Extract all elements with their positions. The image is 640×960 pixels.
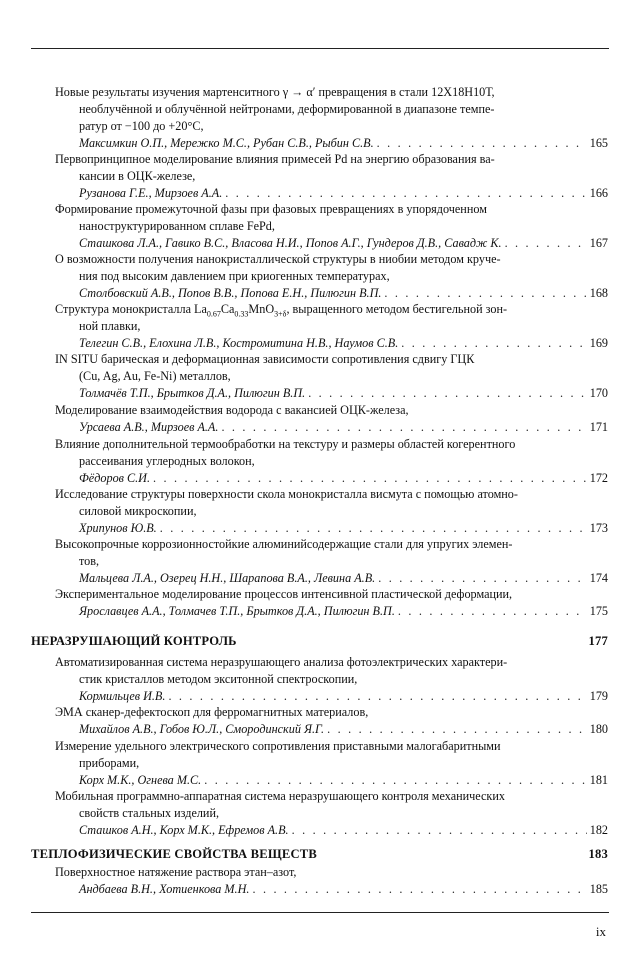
toc-entry[interactable]: [55, 251, 608, 302]
entry-title-line: ЭМА сканер-дефектоскоп для ферромагнитных материалов,: [55, 705, 369, 719]
dot-leader: [160, 520, 587, 537]
entry-title-line: ной плавки,: [79, 319, 141, 333]
entry-authors: Корх М.К., Огнева М.С.: [79, 773, 202, 787]
dot-leader: [398, 603, 587, 620]
entry-page-number: 185: [589, 882, 608, 896]
entry-authors-line: [55, 419, 608, 436]
toc-entry[interactable]: [55, 486, 608, 537]
section-page-number: 183: [588, 847, 608, 861]
dot-leader: [204, 772, 587, 789]
entry-title-line: ратур от −100 до +20°С,: [79, 119, 204, 133]
entry-title-line: Измерение удельного электрического сопротивления приставными малогабаритными: [55, 739, 501, 753]
entry-title-line: О возможности получения нанокристаллической структуры в ниобии методом круче-: [55, 252, 501, 266]
entry-authors-line: [55, 520, 608, 537]
entry-authors-line: [55, 822, 608, 839]
toc-entry[interactable]: [55, 738, 608, 789]
entry-title-line: рассеивания углеродных волокон,: [79, 454, 255, 468]
entry-authors-line: [55, 603, 608, 620]
entry-title-line: (Cu, Ag, Au, Fe-Ni) металлов,: [79, 369, 231, 383]
toc-entry[interactable]: [55, 84, 608, 152]
entry-page-number: 167: [589, 236, 608, 250]
toc-entry[interactable]: [55, 864, 608, 898]
entry-page-number: 169: [589, 336, 608, 350]
entry-authors-line: [55, 881, 608, 898]
entry-authors: Телегин С.В., Елохина Л.В., Костромитина Н.В., Наумов С.В.: [79, 336, 399, 350]
dot-leader: [505, 235, 587, 252]
entry-title-line: стик кристаллов методом экситонной спектроскопии,: [79, 672, 358, 686]
entry-authors: Кормильцев И.В.: [79, 689, 166, 703]
entry-authors: Хрипунов Ю.В.: [79, 521, 157, 535]
dot-leader: [384, 285, 586, 302]
entry-page-number: 171: [589, 420, 608, 434]
entry-authors-line: [55, 185, 608, 202]
entry-title-line: ния под высоким давлением при криогенных температурах,: [79, 269, 390, 283]
entry-page-number: 175: [589, 604, 608, 618]
entry-authors: Сташкова Л.А., Гавико В.С., Власова Н.И., Попов А.Г., Гундеров Д.В., Савадж К.: [79, 236, 502, 250]
section-heading-thermo[interactable]: [31, 845, 608, 863]
entry-title-line: Исследование структуры поверхности скола монокристалла висмута с помощью атомно-: [55, 487, 518, 501]
entry-page-number: 180: [589, 722, 608, 736]
entry-authors: Фёдоров С.И.: [79, 471, 151, 485]
toc-entry[interactable]: [55, 301, 608, 352]
entry-page-number: 172: [589, 471, 608, 485]
dot-leader: [252, 881, 586, 898]
dot-leader: [225, 185, 586, 202]
entry-page-number: 173: [589, 521, 608, 535]
section-page-number: 177: [588, 634, 608, 648]
entry-title-line: необлучённой и облучённой нейтронами, деформированной в диапазоне темпе-: [79, 102, 495, 116]
toc-entry[interactable]: [55, 704, 608, 738]
bottom-rule: [31, 912, 609, 913]
entry-title-line: Автоматизированная система неразрушающего анализа фотоэлектрических характери-: [55, 655, 508, 669]
dot-leader: [168, 688, 586, 705]
toc-entry[interactable]: [55, 586, 608, 620]
entry-title-line: свойств стальных изделий,: [79, 806, 220, 820]
entry-page-number: 181: [589, 773, 608, 787]
dot-leader: [377, 135, 587, 152]
entry-authors-line: [55, 235, 608, 252]
toc-entry[interactable]: [55, 788, 608, 839]
entry-title-line: кансии в ОЦК-железе,: [79, 169, 196, 183]
entry-title-line: тов,: [79, 554, 100, 568]
entry-authors-line: [55, 135, 608, 152]
entry-authors-line: [55, 385, 608, 402]
dot-leader: [378, 570, 587, 587]
section-title: ТЕПЛОФИЗИЧЕСКИЕ СВОЙСТВА ВЕЩЕСТВ: [31, 847, 317, 861]
dot-leader: [401, 335, 586, 352]
entry-page-number: 165: [589, 136, 608, 150]
entry-title-line: Новые результаты изучения мартенситного γ → α′ превращения в стали 12Х18Н10Т,: [55, 85, 495, 99]
entry-page-number: 168: [589, 286, 608, 300]
dot-leader: [153, 470, 587, 487]
dot-leader: [292, 822, 587, 839]
toc-entry[interactable]: [55, 201, 608, 252]
entry-authors-line: [55, 688, 608, 705]
entry-page-number: 170: [589, 386, 608, 400]
entry-authors-line: [55, 772, 608, 789]
section-title: НЕРАЗРУШАЮЩИЙ КОНТРОЛЬ: [31, 634, 237, 648]
entry-page-number: 174: [589, 571, 608, 585]
section-heading-ndt[interactable]: [31, 632, 608, 650]
entry-authors: Максимкин О.П., Мережко М.С., Рубан С.В., Рыбин С.В.: [79, 136, 374, 150]
entry-page-number: 182: [589, 823, 608, 837]
entry-title-line: Формирование промежуточной фазы при фазовых превращениях в упорядоченном: [55, 202, 487, 216]
entry-title-line: IN SITU барическая и деформационная зависимости сопротивления сдвигу ГЦК: [55, 352, 475, 366]
dot-leader: [221, 419, 586, 436]
entry-title-line: Экспериментальное моделирование процессов интенсивной пластической деформации,: [55, 587, 513, 601]
entry-title-line: приборами,: [79, 756, 140, 770]
toc-entry[interactable]: [55, 151, 608, 202]
entry-authors: Андбаева В.Н., Хотиенкова М.Н.: [79, 882, 250, 896]
entry-authors-line: [55, 721, 608, 738]
entry-title-line: Высокопрочные коррозионностойкие алюминийсодержащие стали для упругих элемен-: [55, 537, 513, 551]
entry-page-number: 166: [589, 186, 608, 200]
entry-title-line: наноструктурированном сплаве FePd,: [79, 219, 275, 233]
entry-authors-line: [55, 470, 608, 487]
entry-authors: Толмачёв Т.П., Брытков Д.А., Пилюгин В.П.: [79, 386, 306, 400]
entry-title-line: Поверхностное натяжение раствора этан–азот,: [55, 865, 297, 879]
entry-title-line: Мобильная программно-аппаратная система неразрушающего контроля механических: [55, 789, 505, 803]
entry-authors-line: [55, 285, 608, 302]
toc-entry[interactable]: [55, 351, 608, 402]
entry-authors: Михайлов А.В., Гобов Ю.Л., Смородинский Я.Г.: [79, 722, 325, 736]
entry-authors: Ярославцев А.А., Толмачев Т.П., Брытков Д.А., Пилюгин В.П.: [79, 604, 395, 618]
dot-leader: [308, 385, 587, 402]
entry-title-line: Моделирование взаимодействия водорода с вакансией ОЦК-железа,: [55, 403, 409, 417]
toc-entry[interactable]: [55, 654, 608, 705]
top-rule: [31, 48, 609, 49]
entry-authors-line: [55, 570, 608, 587]
dot-leader: [327, 721, 587, 738]
toc-entry[interactable]: [55, 536, 608, 587]
page-number: ix: [595, 924, 606, 939]
entry-authors: Урсаева А.В., Мирзоев А.А.: [79, 420, 219, 434]
entry-authors: Столбовский А.В., Попов В.В., Попова Е.Н., Пилюгин В.П.: [79, 286, 382, 300]
entry-authors-line: [55, 335, 608, 352]
entry-title-line-formula: Структура монокристалла $La_{0.67}Ca_{0.33}MnO_{3+\delta}$, выращенного методом бестигельной зон-: [55, 302, 508, 319]
entry-authors: Сташков А.Н., Корх М.К., Ефремов А.В.: [79, 823, 289, 837]
toc-entry[interactable]: [55, 436, 608, 487]
entry-authors: Рузанова Г.Е., Мирзоев А.А.: [79, 186, 223, 200]
entry-title-line: силовой микроскопии,: [79, 504, 197, 518]
entry-title-line: Первопринципное моделирование влияния примесей Pd на энергию образования ва-: [55, 152, 495, 166]
entry-title-line: Влияние дополнительной термообработки на текстуру и размеры областей когерентного: [55, 437, 516, 451]
entry-page-number: 179: [589, 689, 608, 703]
toc-entry[interactable]: [55, 402, 608, 436]
entry-authors: Мальцева Л.А., Озерец Н.Н., Шарапова В.А., Левина А.В.: [79, 571, 376, 585]
